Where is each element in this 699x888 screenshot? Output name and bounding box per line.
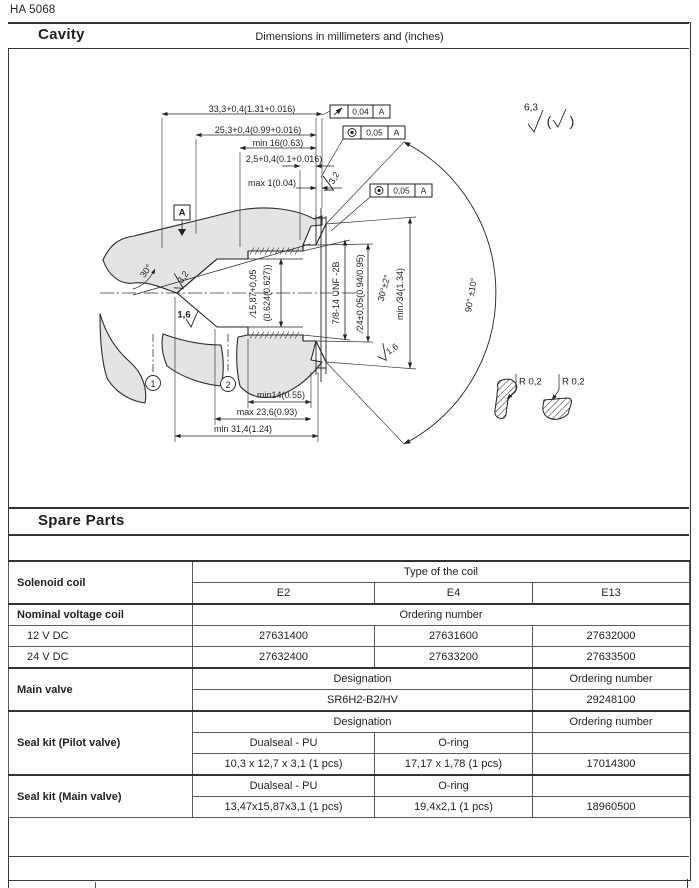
frame-left-stub bbox=[8, 879, 9, 888]
table-cell: 17,17 x 1,78 (1 pcs) bbox=[375, 754, 533, 776]
table-cell: 18960500 bbox=[533, 797, 690, 818]
drawing-label: min 31,4(1.24) bbox=[213, 424, 273, 434]
table-cell: 13,47x15,87x3,1 (1 pcs) bbox=[193, 797, 375, 818]
table-row bbox=[9, 775, 690, 797]
drawing-label: min ∕34(1.34) bbox=[395, 267, 405, 321]
table-cell: E2 bbox=[193, 583, 375, 605]
tolerance-frame-text: A bbox=[378, 106, 385, 117]
table-row bbox=[9, 668, 690, 690]
table-cell: Ordering number bbox=[533, 668, 690, 690]
table-cell: Solenoid coil bbox=[9, 561, 193, 604]
tolerance-frame-text: A bbox=[393, 127, 400, 138]
table-cell: Nominal voltage coil bbox=[9, 604, 193, 626]
drawing-label: 25,3+0,4(0.99+0.016) bbox=[214, 125, 302, 135]
table-cell: SR6H2-B2/HV bbox=[193, 690, 533, 712]
tolerance-frame-text: A bbox=[420, 185, 427, 196]
tolerance-frame-text: 0,05 bbox=[366, 127, 383, 138]
table-cell: E4 bbox=[375, 583, 533, 605]
drawing-label: 6,3 bbox=[524, 102, 538, 114]
frame-right-stub bbox=[687, 879, 688, 888]
drawing-label: ) bbox=[569, 113, 575, 129]
drawing-label: ∕24±0,05(0.94/0.95) bbox=[355, 254, 365, 332]
table-cell: O-ring bbox=[375, 733, 533, 754]
table-cell: 24 V DC bbox=[9, 647, 193, 669]
table-cell bbox=[533, 733, 690, 754]
spare-parts-title: Spare Parts bbox=[38, 512, 125, 529]
table-cell: E13 bbox=[533, 583, 690, 605]
cavity-title: Cavity bbox=[38, 26, 85, 43]
drawing-label: ( bbox=[546, 113, 552, 129]
drawing-label: 2 bbox=[225, 380, 231, 390]
table-cell: Type of the coil bbox=[193, 561, 690, 583]
table-cell: 27633200 bbox=[375, 647, 533, 669]
table-cell: 27632000 bbox=[533, 626, 690, 647]
table-cell: 29248100 bbox=[533, 690, 690, 712]
drawing-label: 90° ±10° bbox=[463, 277, 479, 313]
drawing-label: 1,6 bbox=[384, 341, 400, 357]
table-cell: Dualseal - PU bbox=[193, 733, 375, 754]
drawing-label: R 0,2 bbox=[562, 376, 585, 388]
table-cell: O-ring bbox=[375, 775, 533, 797]
table-cell: 17014300 bbox=[533, 754, 690, 776]
drawing-label: 7/8-14 UNF -2B bbox=[331, 261, 341, 325]
table-row bbox=[9, 604, 690, 626]
table-row bbox=[9, 711, 690, 733]
drawing-label: ∕15,87+0,05 bbox=[248, 269, 258, 317]
table-cell: Ordering number bbox=[193, 604, 690, 626]
tolerance-frame-text: 0,05 bbox=[393, 185, 410, 196]
next-section-divider-stub bbox=[95, 882, 96, 888]
table-cell: 10,3 x 12,7 x 3,1 (1 pcs) bbox=[193, 754, 375, 776]
cavity-drawing bbox=[0, 48, 699, 507]
table-row bbox=[9, 626, 690, 647]
table-cell: Designation bbox=[193, 711, 533, 733]
drawing-label: max 1(0.04) bbox=[247, 178, 297, 188]
table-cell: 27631600 bbox=[375, 626, 533, 647]
table-cell: Seal kit (Pilot valve) bbox=[9, 711, 193, 775]
lower-divider bbox=[8, 856, 689, 857]
body-section bbox=[100, 208, 322, 403]
drawing-label: 3,2 bbox=[326, 170, 342, 186]
tolerance-frame-text: 0,04 bbox=[352, 106, 369, 117]
table-cell: 27633500 bbox=[533, 647, 690, 669]
drawing-label: min 16(0.63) bbox=[252, 138, 304, 148]
drawing-label: 1,6 bbox=[177, 309, 191, 321]
table-cell: Seal kit (Main valve) bbox=[9, 775, 193, 818]
doc-number: HA 5068 bbox=[10, 4, 56, 16]
table-cell: Ordering number bbox=[533, 711, 690, 733]
drawing-label: min14(0.55) bbox=[256, 390, 306, 400]
table-cell: 27632400 bbox=[193, 647, 375, 669]
table-cell: Designation bbox=[193, 668, 533, 690]
drawing-label: 33,3+0,4(1.31+0.016) bbox=[208, 104, 296, 114]
drawing-label: 2,5+0,4(0.1+0.016) bbox=[245, 154, 323, 164]
drawing-label: A bbox=[178, 207, 186, 219]
drawing-label: 30° bbox=[137, 262, 155, 280]
drawing-label: max 23,6(0.93) bbox=[236, 407, 298, 417]
table-cell: Dualseal - PU bbox=[193, 775, 375, 797]
drawing-label: (0.624(0.627)) bbox=[262, 264, 272, 322]
cavity-subtitle: Dimensions in millimeters and (inches) bbox=[255, 31, 444, 43]
table-cell: 27631400 bbox=[193, 626, 375, 647]
table-cell: Main valve bbox=[9, 668, 193, 711]
drawing-label: 1 bbox=[150, 379, 156, 389]
spare-parts-table bbox=[8, 560, 690, 818]
table-cell: 12 V DC bbox=[9, 626, 193, 647]
table-cell bbox=[533, 775, 690, 797]
table-row bbox=[9, 647, 690, 669]
table-row bbox=[9, 561, 690, 583]
drawing-label: 30°±2° bbox=[375, 273, 393, 303]
table-cell: 19,4x2,1 (1 pcs) bbox=[375, 797, 533, 818]
drawing-label: 3,2 bbox=[175, 269, 191, 285]
drawing-label: R 0,2 bbox=[519, 376, 542, 388]
